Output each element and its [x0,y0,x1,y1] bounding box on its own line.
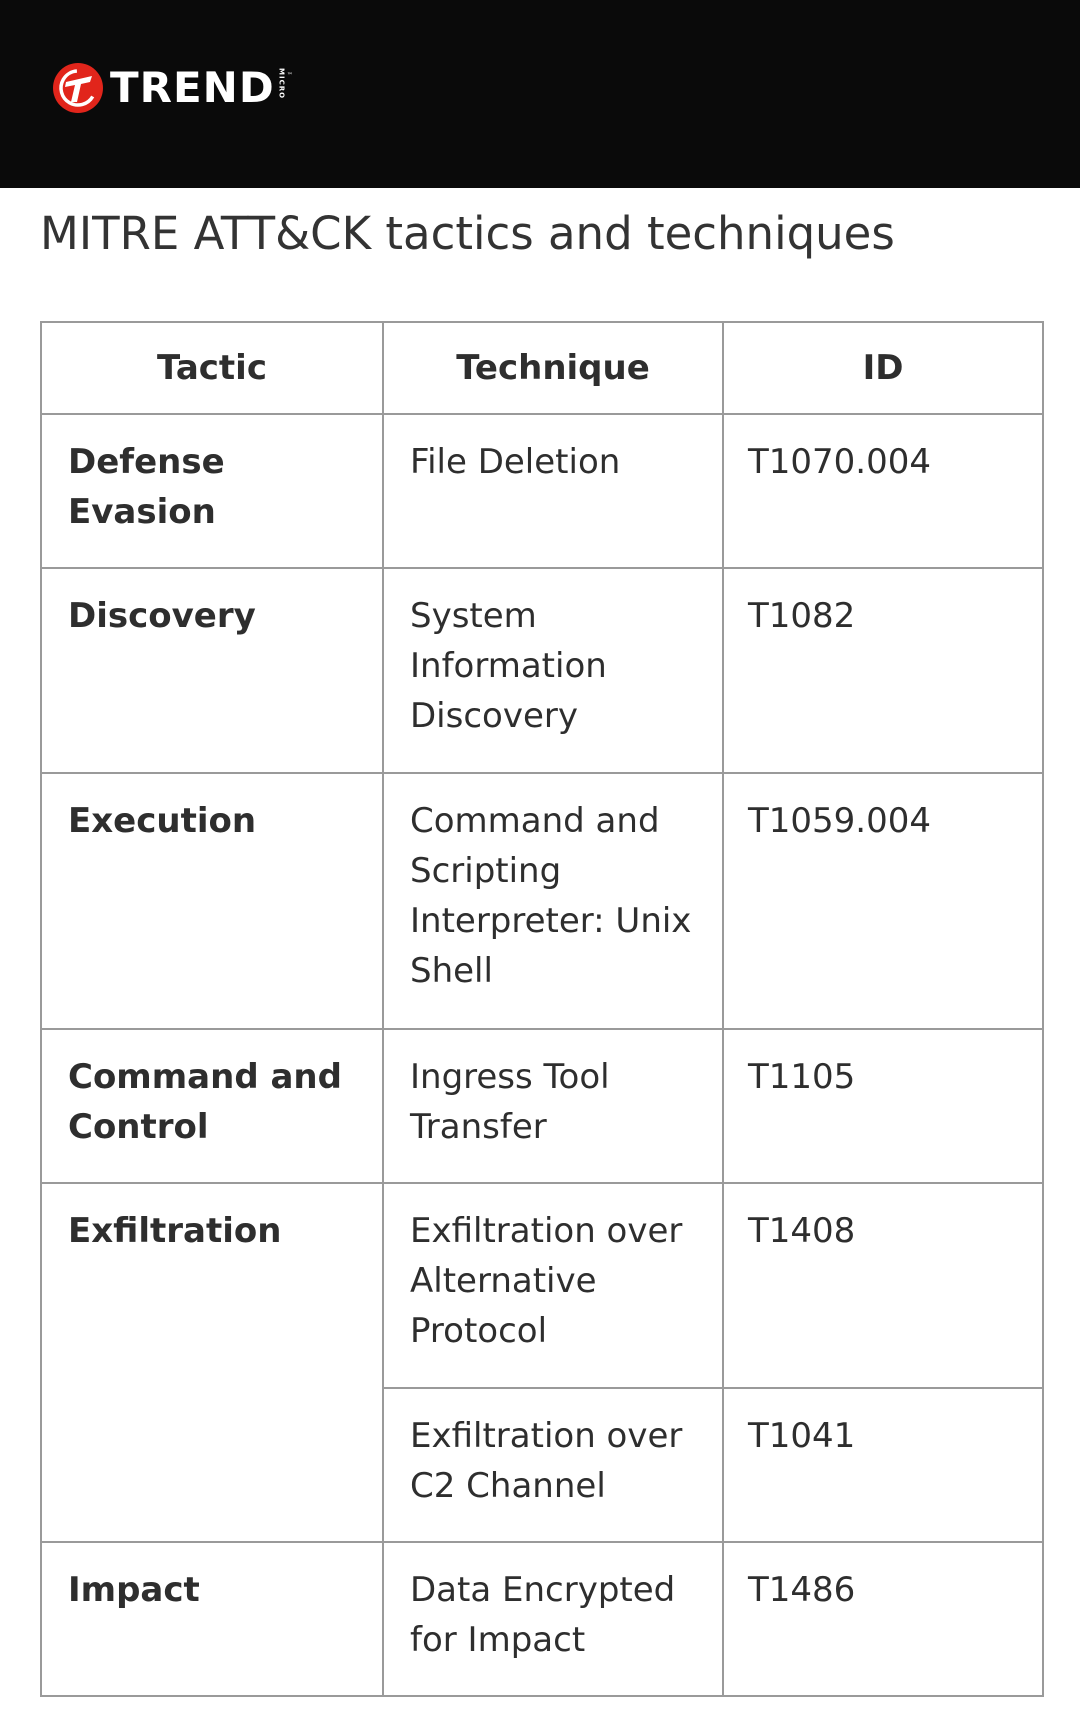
trend-micro-logo[interactable] [52,62,293,114]
technique-cell: File Deletion [383,414,723,568]
tactic-cell: Command and Control [41,1029,383,1183]
tactic-cell: Defense Evasion [41,414,383,568]
header-bar [0,0,1080,188]
technique-cell: Command and Scripting Interpreter: Unix Shell [383,773,723,1029]
id-cell: T1070.004 [723,414,1043,568]
header-technique: Technique [383,322,723,414]
table-row [41,568,1043,773]
id-cell: T1486 [723,1542,1043,1696]
trend-micro-logo-icon [52,62,104,114]
tactic-cell: Impact [41,1542,383,1696]
table-row [41,1542,1043,1696]
technique-cell: System Information Discovery [383,568,723,773]
tactic-cell: Execution [41,773,383,1029]
table-row [41,414,1043,568]
technique-cell: Data Encrypted for Impact [383,1542,723,1696]
mitre-table [40,321,1044,1697]
header-id: ID [723,322,1043,414]
table-row [41,1183,1043,1388]
id-cell: T1041 [723,1388,1043,1542]
technique-cell: Exfiltration over C2 Channel [383,1388,723,1542]
table-row [41,773,1043,1029]
table-header-row [41,322,1043,414]
tactic-cell: Exfiltration [41,1183,383,1542]
id-cell: T1059.004 [723,773,1043,1029]
technique-cell: Exfiltration over Alternative Protocol [383,1183,723,1388]
tactic-cell: Discovery [41,568,383,773]
header-tactic: Tactic [41,322,383,414]
brand-sub: MICRO [277,68,286,100]
id-cell: T1082 [723,568,1043,773]
page-title: MITRE ATT&CK tactics and techniques [40,207,895,260]
trademark-mark: ™ [286,72,293,79]
brand-name: TREND [110,63,275,112]
table-row [41,1029,1043,1183]
id-cell: T1408 [723,1183,1043,1388]
id-cell: T1105 [723,1029,1043,1183]
technique-cell: Ingress Tool Transfer [383,1029,723,1183]
